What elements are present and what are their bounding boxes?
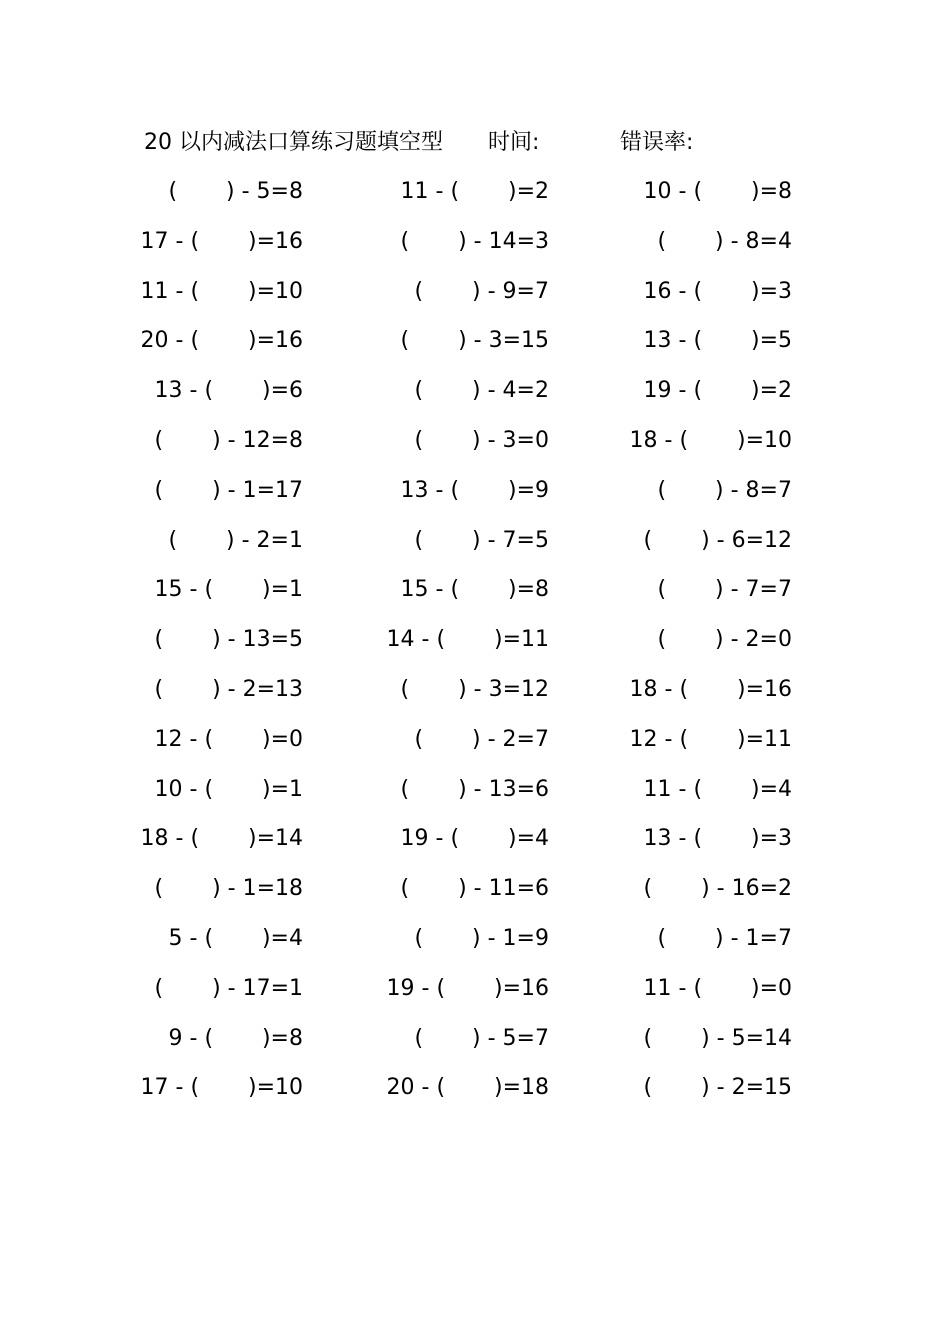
- problem-r3-c3: 16 - ( )=3: [643, 278, 792, 304]
- problem-r14-c3: 13 - ( )=3: [643, 826, 792, 852]
- problem-r19-c2: 20 - ( )=18: [386, 1075, 549, 1101]
- problem-r16-c2: ( ) - 1=9: [414, 926, 549, 951]
- problem-r18-c3: ( ) - 5=14: [643, 1025, 792, 1051]
- problem-r10-c1: ( ) - 13=5: [154, 627, 303, 653]
- problem-r11-c1: ( ) - 2=13: [154, 677, 303, 702]
- problem-r2-c1: 17 - ( )=16: [140, 228, 303, 254]
- problem-r18-c1: 9 - ( )=8: [168, 1025, 303, 1051]
- problem-r1-c2: 11 - ( )=2: [400, 179, 549, 204]
- problem-r12-c2: ( ) - 2=7: [414, 726, 549, 752]
- problem-r10-c3: ( ) - 2=0: [657, 627, 792, 653]
- problem-r1-c3: 10 - ( )=8: [643, 179, 792, 204]
- problem-r7-c1: ( ) - 1=17: [154, 477, 303, 503]
- worksheet-title: 20 以内减法口算练习题填空型: [144, 130, 443, 155]
- problem-r17-c2: 19 - ( )=16: [386, 975, 549, 1001]
- problem-r14-c1: 18 - ( )=14: [140, 826, 303, 852]
- problem-r5-c2: ( ) - 4=2: [414, 378, 549, 404]
- problem-r17-c3: 11 - ( )=0: [643, 975, 792, 1001]
- error-rate-label: 错误率:: [620, 130, 694, 155]
- problem-r17-c1: ( ) - 17=1: [154, 975, 303, 1001]
- problem-r15-c2: ( ) - 11=6: [400, 876, 549, 902]
- problem-r8-c1: ( ) - 2=1: [168, 527, 303, 553]
- problem-r16-c3: ( ) - 1=7: [657, 926, 792, 951]
- problem-r11-c2: ( ) - 3=12: [400, 677, 549, 702]
- problem-r3-c1: 11 - ( )=10: [140, 278, 303, 304]
- problem-r6-c3: 18 - ( )=10: [629, 428, 792, 453]
- problem-r5-c1: 13 - ( )=6: [154, 378, 303, 404]
- problem-r8-c3: ( ) - 6=12: [643, 527, 792, 553]
- problem-r19-c3: ( ) - 2=15: [643, 1075, 792, 1101]
- problem-r3-c2: ( ) - 9=7: [414, 278, 549, 304]
- problem-r12-c3: 12 - ( )=11: [629, 726, 792, 752]
- problem-r11-c3: 18 - ( )=16: [629, 677, 792, 702]
- problem-r4-c3: 13 - ( )=5: [643, 328, 792, 354]
- problem-r15-c1: ( ) - 1=18: [154, 876, 303, 902]
- problem-r12-c1: 12 - ( )=0: [154, 726, 303, 752]
- problem-r8-c2: ( ) - 7=5: [414, 527, 549, 553]
- problem-r1-c1: ( ) - 5=8: [168, 179, 303, 204]
- problem-r4-c1: 20 - ( )=16: [140, 328, 303, 354]
- problem-r7-c2: 13 - ( )=9: [400, 477, 549, 503]
- problem-r10-c2: 14 - ( )=11: [386, 627, 549, 653]
- problem-r6-c2: ( ) - 3=0: [414, 428, 549, 453]
- problem-r4-c2: ( ) - 3=15: [400, 328, 549, 354]
- time-label: 时间:: [488, 130, 540, 155]
- problem-r16-c1: 5 - ( )=4: [168, 926, 303, 951]
- problem-r19-c1: 17 - ( )=10: [140, 1075, 303, 1101]
- problem-r9-c3: ( ) - 7=7: [657, 577, 792, 603]
- problem-r5-c3: 19 - ( )=2: [643, 378, 792, 404]
- problem-r13-c1: 10 - ( )=1: [154, 776, 303, 802]
- problem-r13-c3: 11 - ( )=4: [643, 776, 792, 802]
- problem-r13-c2: ( ) - 13=6: [400, 776, 549, 802]
- problem-r15-c3: ( ) - 16=2: [643, 876, 792, 902]
- problem-r2-c2: ( ) - 14=3: [400, 228, 549, 254]
- problem-r14-c2: 19 - ( )=4: [400, 826, 549, 852]
- problem-r2-c3: ( ) - 8=4: [657, 228, 792, 254]
- problem-r9-c1: 15 - ( )=1: [154, 577, 303, 603]
- problem-r6-c1: ( ) - 12=8: [154, 428, 303, 453]
- problem-r9-c2: 15 - ( )=8: [400, 577, 549, 603]
- problem-r7-c3: ( ) - 8=7: [657, 477, 792, 503]
- problem-r18-c2: ( ) - 5=7: [414, 1025, 549, 1051]
